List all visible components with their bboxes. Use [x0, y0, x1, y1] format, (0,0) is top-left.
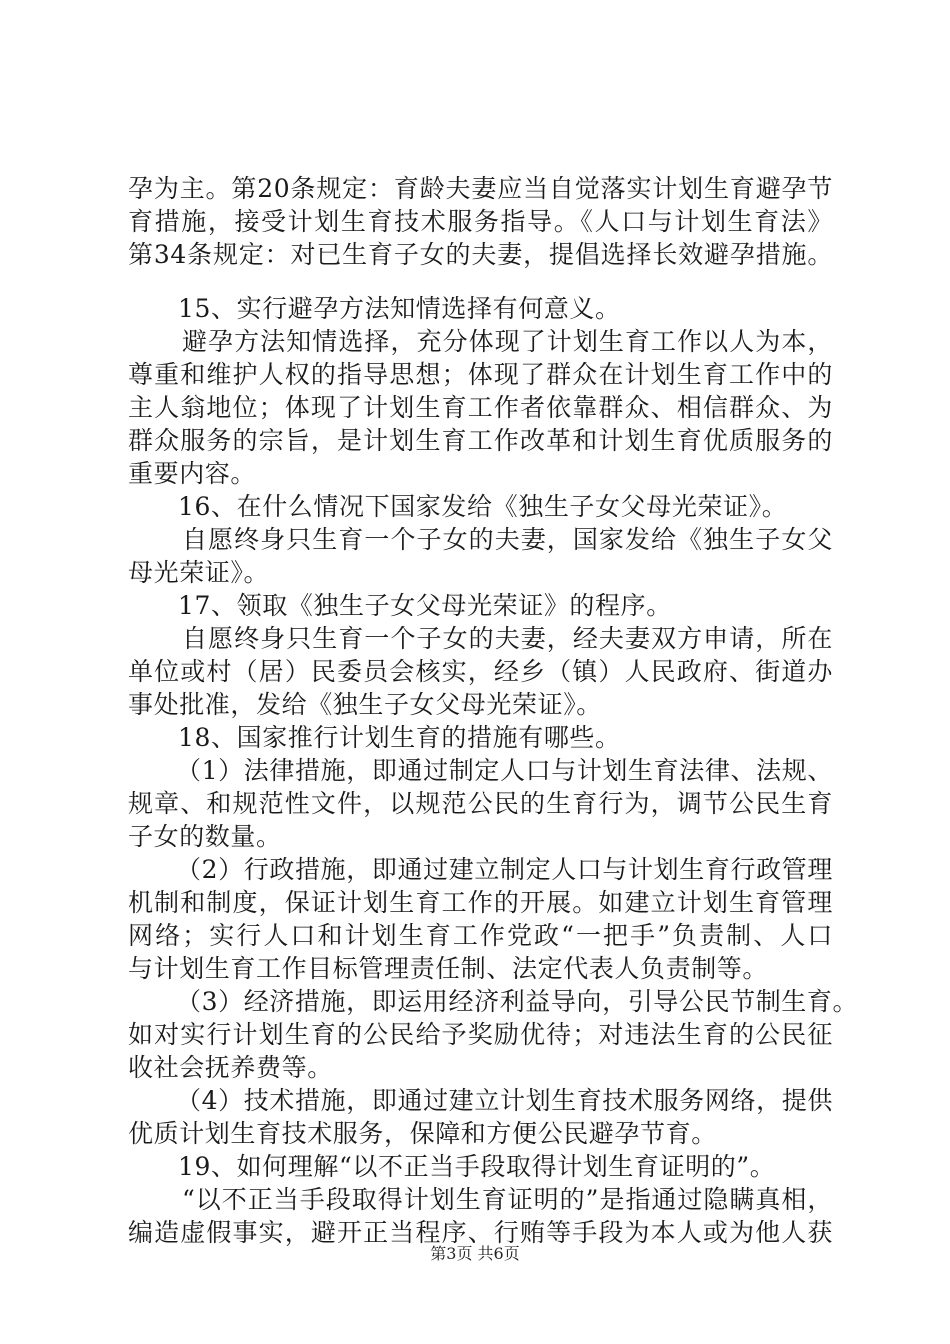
text-line: 机制和制度，保证计划生育工作的开展。如建立计划生育管理 — [128, 888, 833, 917]
text-line: （1）法律措施，即通过制定人口与计划生育法律、法规、 — [176, 756, 833, 785]
text-line: 单位或村（居）民委员会核实，经乡（镇）人民政府、街道办 — [128, 657, 833, 686]
text-line: 第34条规定：对已生育子女的夫妻，提倡选择长效避孕措施。 — [128, 240, 833, 269]
question-heading: 16、在什么情况下国家发给《独生子女父母光荣证》。 — [178, 492, 788, 521]
paragraph-gap — [128, 271, 833, 292]
text-line: “以不正当手段取得计划生育证明的”是指通过隐瞒真相， — [182, 1185, 833, 1214]
text-line: 规章、和规范性文件，以规范公民的生育行为，调节公民生育 — [128, 789, 833, 818]
text-line: 尊重和维护人权的指导思想；体现了群众在计划生育工作中的 — [128, 360, 833, 389]
text-line: 自愿终身只生育一个子女的夫妻，国家发给《独生子女父 — [182, 525, 833, 554]
text-line: 自愿终身只生育一个子女的夫妻，经夫妻双方申请，所在 — [182, 624, 833, 653]
text-line: 网络；实行人口和计划生育工作党政“一把手”负责制、人口 — [128, 921, 833, 950]
text-line: （4）技术措施，即通过建立计划生育技术服务网络，提供 — [176, 1086, 833, 1115]
question-heading: 15、实行避孕方法知情选择有何意义。 — [178, 294, 621, 323]
text-line: 群众服务的宗旨，是计划生育工作改革和计划生育优质服务的 — [128, 426, 833, 455]
page-footer: 第3页 共6页 — [430, 1244, 520, 1263]
text-line: 孕为主。第20条规定：育龄夫妻应当自觉落实计划生育避孕节 — [128, 174, 833, 203]
text-line: 与计划生育工作目标管理责任制、法定代表人负责制等。 — [128, 954, 769, 983]
question-heading: 17、领取《独生子女父母光荣证》的程序。 — [178, 591, 672, 620]
text-line: （3）经济措施，即运用经济利益导向，引导公民节制生育。 — [176, 987, 859, 1016]
text-line: （2）行政措施，即通过建立制定人口与计划生育行政管理 — [176, 855, 833, 884]
text-line: 编造虚假事实，避开正当程序、行贿等手段为本人或为他人获 — [128, 1218, 833, 1247]
text-line: 如对实行计划生育的公民给予奖励优待；对违法生育的公民征 — [128, 1020, 833, 1049]
text-line: 育措施，接受计划生育技术服务指导。《人口与计划生育法》 — [128, 207, 833, 236]
text-line: 避孕方法知情选择，充分体现了计划生育工作以人为本， — [182, 327, 833, 356]
text-line: 优质计划生育技术服务，保障和方便公民避孕节育。 — [128, 1119, 717, 1148]
question-heading: 18、国家推行计划生育的措施有哪些。 — [178, 723, 621, 752]
text-line: 子女的数量。 — [128, 822, 282, 851]
text-line: 收社会抚养费等。 — [128, 1053, 333, 1082]
body-text — [128, 172, 859, 1249]
text-line: 母光荣证》。 — [128, 558, 270, 587]
text-line: 事处批准，发给《独生子女父母光荣证》。 — [128, 690, 602, 719]
question-heading: 19、如何理解“以不正当手段取得计划生育证明的”。 — [178, 1152, 776, 1181]
text-line: 重要内容。 — [128, 459, 257, 488]
text-line: 主人翁地位；体现了计划生育工作者依靠群众、相信群众、为 — [128, 393, 833, 422]
